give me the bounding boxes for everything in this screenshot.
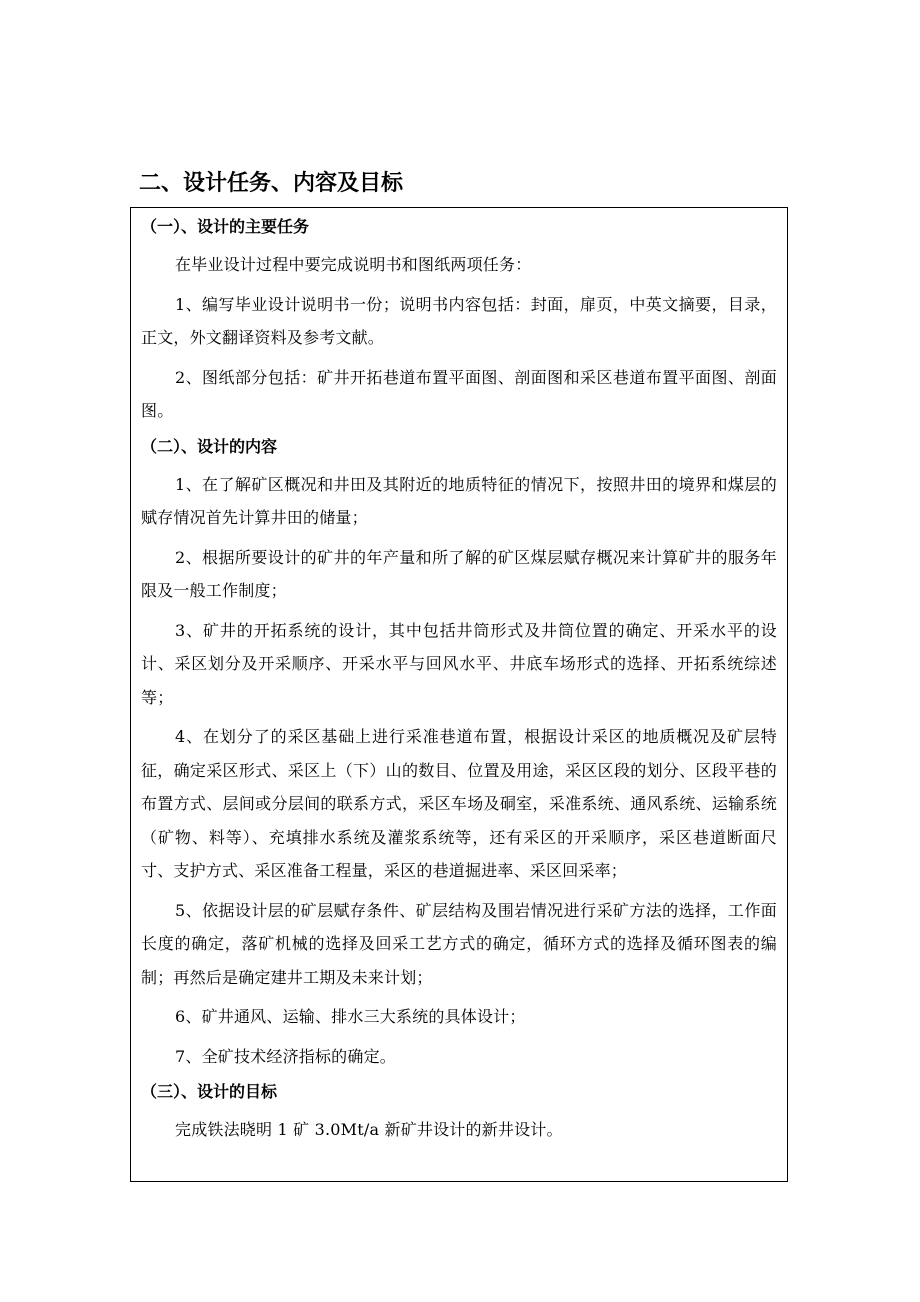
page-heading: 二、设计任务、内容及目标 <box>139 170 404 196</box>
paragraph: 1、在了解矿区概况和井田及其附近的地质特征的情况下，按照井田的境界和煤层的赋存情况首先计算井田的储量； <box>141 474 777 527</box>
section-title-tasks: （一）、设计的主要任务 <box>141 217 310 236</box>
paragraph: 在毕业设计过程中要完成说明书和图纸两项任务： <box>175 255 532 274</box>
paragraph: 4、在划分了的采区基础上进行采准巷道布置，根据设计采区的地质概况及矿层特征，确定采区形式、采区上（下）山的数目、位置及用途，采区区段的划分、区段平巷的布置方式、层间或分层间的联系方式，采区车场及硐室，采准系统、通风系统、运输系统（矿物、料等）、充填排水系统及灌浆系统等，还有采区的开采顺序，采区巷道断面尺寸、支护方式、采区准备工程量，采区的巷道掘进率、采区回采率； <box>141 727 777 880</box>
paragraph: 1、编写毕业设计说明书一份；说明书内容包括：封面，扉页，中英文摘要，目录，正文，外文翻译资料及参考文献。 <box>141 294 777 347</box>
section-title-goals: （三）、设计的目标 <box>141 1082 278 1101</box>
paragraph: 2、图纸部分包括：矿井开拓巷道布置平面图、剖面图和采区巷道布置平面图、剖面图。 <box>141 367 777 420</box>
paragraph: 6、矿井通风、运输、排水三大系统的具体设计； <box>175 1007 526 1026</box>
paragraph: 5、依据设计层的矿层赋存条件、矿层结构及围岩情况进行采矿方法的选择，工作面长度的确定，落矿机械的选择及回采工艺方式的确定，循环方式的选择及循环图表的编制；再然后是确定建井工期及未来计划； <box>141 900 777 987</box>
section-title-content: （二）、设计的内容 <box>141 436 278 456</box>
paragraph: 完成铁法晓明 1 矿 3.0Mt/a 新矿井设计的新井设计。 <box>175 1120 563 1139</box>
content-box <box>130 207 788 1182</box>
paragraph: 2、根据所要设计的矿井的年产量和所了解的矿区煤层赋存概况来计算矿井的服务年限及一般工作制度； <box>141 547 777 600</box>
paragraph: 3、矿井的开拓系统的设计，其中包括井筒形式及井筒位置的确定、开采水平的设计、采区划分及开采顺序、开采水平与回风水平、井底车场形式的选择、开拓系统综述等； <box>141 620 777 707</box>
paragraph: 7、全矿技术经济指标的确定。 <box>175 1046 396 1066</box>
